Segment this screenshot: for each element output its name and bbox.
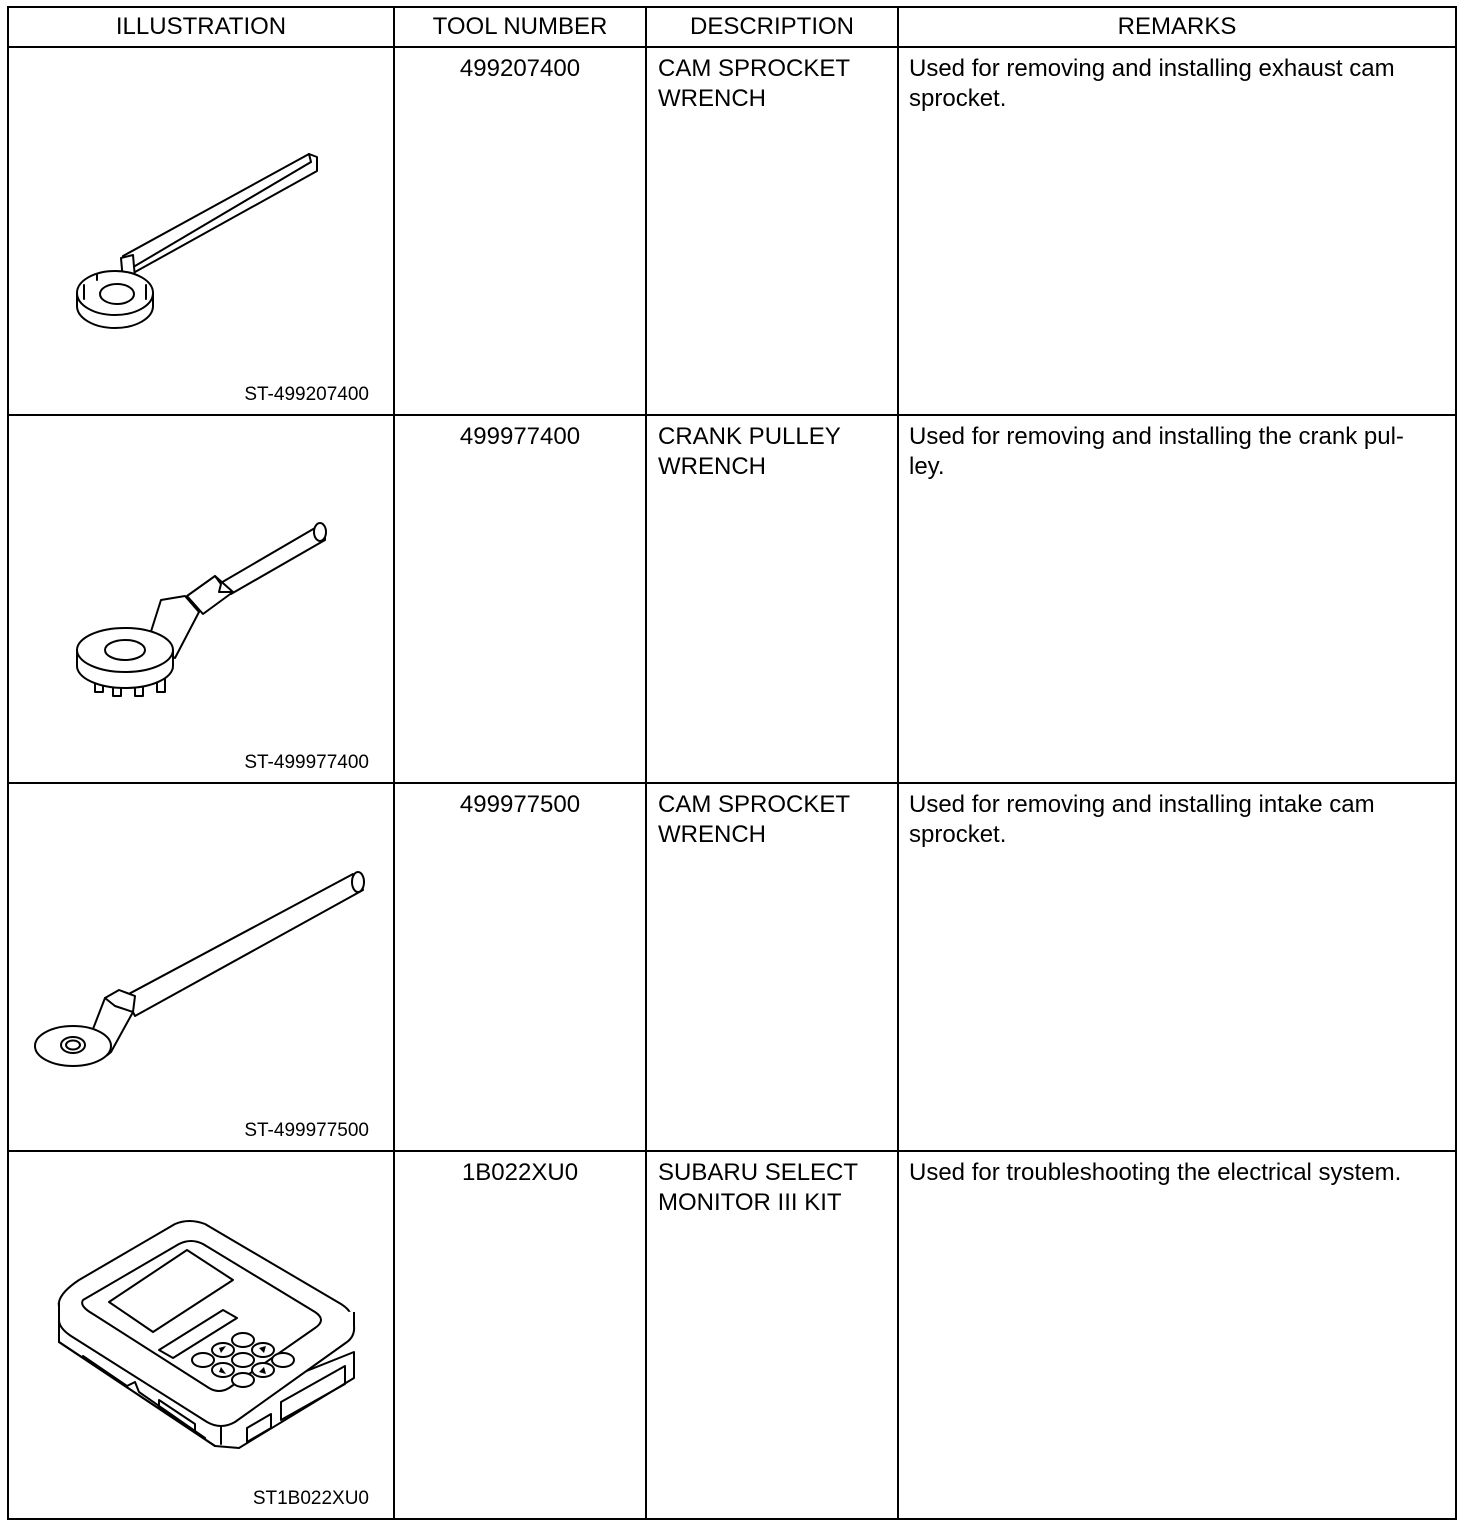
- illustration-code: ST-499977500: [244, 1120, 369, 1141]
- illustration-code: ST1B022XU0: [252, 1488, 369, 1509]
- table-row: [8, 1151, 1456, 1519]
- description-line: WRENCH: [658, 821, 766, 848]
- tool-number-cell: 499977400: [394, 415, 646, 783]
- description-cell: [646, 47, 898, 415]
- remarks-cell: [898, 1151, 1456, 1519]
- description-line: MONITOR III KIT: [658, 1189, 842, 1216]
- remarks-cell: [898, 783, 1456, 1151]
- remarks-cell: [898, 47, 1456, 415]
- select-monitor-kit-icon: [9, 1152, 393, 1518]
- description-line: CRANK PULLEY: [658, 423, 841, 450]
- cam-sprocket-wrench-icon: [9, 48, 393, 414]
- header-illustration: ILLUSTRATION: [8, 7, 394, 47]
- illustration-cell: [8, 783, 394, 1151]
- description-line: CAM SPROCKET: [658, 791, 851, 818]
- table-header-row: [8, 7, 1456, 47]
- table-row: [8, 783, 1456, 1151]
- illustration-cell: [8, 47, 394, 415]
- remarks-line: ley.: [909, 453, 945, 480]
- description-line: WRENCH: [658, 453, 766, 480]
- remarks-line: Used for removing and installing intake cam: [909, 791, 1375, 818]
- cam-sprocket-wrench-long-icon: [9, 784, 393, 1150]
- table-row: [8, 415, 1456, 783]
- remarks-cell: [898, 415, 1456, 783]
- illustration-code: ST-499207400: [244, 384, 369, 405]
- description-cell: [646, 783, 898, 1151]
- description-line: CAM SPROCKET: [658, 55, 851, 82]
- illustration-cell: [8, 415, 394, 783]
- tool-number-cell: 499977500: [394, 783, 646, 1151]
- illustration-cell: [8, 1151, 394, 1519]
- remarks-line: Used for removing and installing the crank pul-: [909, 423, 1404, 450]
- illustration-code: ST-499977400: [244, 752, 369, 773]
- description-cell: [646, 415, 898, 783]
- remarks-line: sprocket.: [909, 85, 1007, 112]
- table-row: [8, 47, 1456, 415]
- remarks-line: sprocket.: [909, 821, 1007, 848]
- header-remarks: REMARKS: [898, 7, 1456, 47]
- description-line: WRENCH: [658, 85, 766, 112]
- description-line: SUBARU SELECT: [658, 1159, 859, 1186]
- tool-number-cell: 1B022XU0: [394, 1151, 646, 1519]
- remarks-line: Used for removing and installing exhaust cam: [909, 55, 1395, 82]
- header-tool-number: TOOL NUMBER: [394, 7, 646, 47]
- remarks-line: Used for troubleshooting the electrical system.: [909, 1159, 1402, 1186]
- crank-pulley-wrench-icon: [9, 416, 393, 782]
- special-tools-table: [7, 6, 1457, 1520]
- description-cell: [646, 1151, 898, 1519]
- tool-number-cell: 499207400: [394, 47, 646, 415]
- header-description: DESCRIPTION: [646, 7, 898, 47]
